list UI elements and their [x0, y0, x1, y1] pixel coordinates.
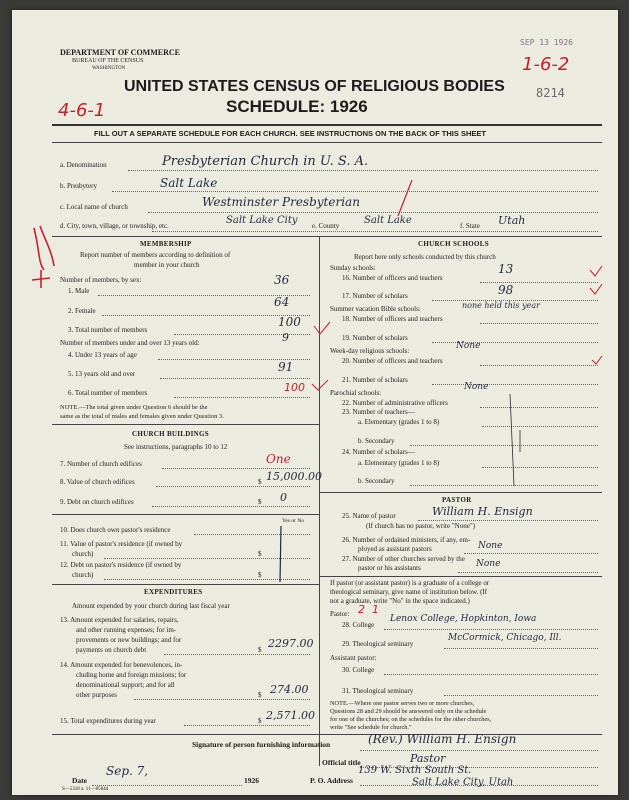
q19-label: 19. Number of scholars: [342, 334, 408, 342]
q25-label: 25. Name of pastor: [342, 512, 396, 520]
q27-label: 27. Number of other churches served by the: [342, 555, 465, 563]
red-margin-marks: [30, 222, 60, 292]
q14-label-2: cluding home and foreign missions; for: [76, 671, 187, 679]
q31-label: 31. Theological seminary: [342, 687, 414, 695]
pastor-info-3: not a graduate, write "No" in the space indicated.): [330, 597, 470, 605]
denomination-label: a. Denomination: [60, 161, 107, 169]
weekday-value: None: [456, 341, 481, 351]
signature-value: (Rev.) William H. Ensign: [368, 732, 517, 746]
buildings-heading: CHURCH BUILDINGS: [132, 430, 209, 438]
summer-label: Summer vacation Bible schools:: [330, 305, 421, 313]
q20-label: 20. Number of officers and teachers: [342, 357, 443, 365]
expenditures-heading: EXPENDITURES: [144, 588, 203, 596]
q5-value: 91: [278, 360, 294, 374]
q26-label-2: ployed as assistant pastors: [358, 545, 432, 553]
date-year: 1926: [244, 776, 259, 785]
official-title-label: Official title: [322, 758, 361, 767]
schools-subtitle: Report here only schools conducted by this church: [354, 253, 496, 261]
membership-subtitle-1: Report number of members according to definition of: [80, 251, 231, 259]
bureau-label: BUREAU OF THE CENSUS: [72, 58, 144, 64]
pastor-note-4: write "See schedule for church.": [330, 724, 412, 731]
membership-note-2: same as the total of males and females given under Question 3.: [60, 413, 224, 420]
q1-value: 36: [274, 273, 290, 287]
q17-label: 17. Number of scholars: [342, 292, 408, 300]
city-field-value: Salt Lake City: [226, 215, 298, 226]
stamp-number: 8214: [536, 86, 565, 100]
q3-label: 3. Total number of members: [68, 326, 148, 334]
q13-label-4: payments on church debt: [76, 646, 147, 654]
q4-value: 9: [282, 331, 289, 344]
age-label: Number of members under and over 13 years old:: [60, 339, 200, 347]
pencil-lines: [490, 390, 530, 490]
received-stamp: SEP 13 1926: [520, 38, 573, 47]
q26-value: None: [478, 541, 503, 551]
q14-label: 14. Amount expended for benevolences, in-: [60, 661, 183, 669]
membership-heading: MEMBERSHIP: [140, 240, 192, 248]
q28-value: Lenox College, Hopkinton, Iowa: [390, 614, 537, 624]
q29-label: 29. Theological seminary: [342, 640, 414, 648]
q1-label: 1. Male: [68, 287, 90, 295]
city-label: WASHINGTON: [92, 66, 126, 71]
q25-note: (If church has no pastor, write "None"): [366, 522, 476, 530]
q22-label: 22. Number of administrative officers: [342, 399, 448, 407]
q27-label-2: pastor or his assistants: [358, 564, 421, 572]
church-name-value: Westminster Presbyterian: [202, 195, 360, 209]
q24-label: 24. Number of scholars—: [342, 448, 415, 456]
q25-value: William H. Ensign: [432, 505, 533, 518]
county-label: e. County: [312, 222, 340, 230]
state-label: f. State: [460, 222, 480, 230]
census-schedule-sheet: DEPARTMENT OF COMMERCE BUREAU OF THE CENSUS WASHINGTON SEP 13 1926 1-6-2 8214 UNITED STATES CENSUS OF RELIGIOUS BODIES SCHEDULE: 1926 4-6-1 FILL OUT A SEPARATE SCHEDULE FOR EACH CHURCH. SEE INSTRUCTIONS ON THE BACK OF THIS SHEET a. Denomination Presbyterian Church in U. S. A. b. Presbytery Salt Lake c. Local name of church Westminster Presbyterian d. City, town, village, or township, etc. Salt Lake City e. County Salt Lake f. State Utah MEMBERSHIP Report number of members according to definition of member in your church Number of members, by sex: 1. Male 36 2. Female 64 3. Total number of members 100 Number of members under and over 13 years old: 9 4. Under 13 years of age 5. 13 years old and over 91 6. Total number of members 100 NOTE.—The total given under Question 6 should be the same as the total of males and females given under Question 3. CHURCH BUILDINGS See instructions, paragraphs 10 to 12 7. Number of church edifices One 8. Value of church edifices $ 15,000.00 9. Debt on church edifices $ 0 10. Does church own pastor's residence Yes or No 11. Value of pastor's residence (if owned by church) $ 12. Debt on pastor's residence (if owned by church) $ EXPENDITURES Amount expended by your church during last fiscal year 13. Amount expended for salaries, repairs, and other running expenses; for im- provements or new buildings; and for payments on church debt $ 2297.00 14. Amount expended for benevolences, in- cluding home and foreign missions; for denominational support; and for all other purposes $ 274.00 15. Total expenditures during year $ 2,571.00 CHURCH SCHOOLS Report here only schools conducted by this church Sunday schools: 16. Number of officers and teachers 13 17. Number of scholars 98 Summer vacation Bible schools: none held this year 18. Number of officers and teachers 19. Number of scholars Week-day religious schools: None 20. Number of officers and teachers 21. Number of scholars Parochial schools: None 22. Number of administrative officers 23. Number of teachers— a. Elementary (grades 1 to 8) b. Secondary 24. Number of scholars— a. Elementary (grades 1 to 8) b. Secondary PASTOR 25. Name of pastor William H. Ensign (If church has no pastor, write "None") 26. Number of ordained ministers, if any, em- ployed as assistant pastors None 27. Number of other churches served by the pastor or his assistants None If pastor (or assistant pastor) is a graduate of a college or theological seminary, give name of institution below. (If not a graduate, write "No" in the space indicated.) Pastor: 2 1 28. College Lenox College, Hopkinton, Iowa 29. Theological seminary McCormick, Chicago, Ill. Assistant pastor: 30. College 31. Theological seminary NOTE.—Where one pastor serves two or more churches, Questions 28 and 29 should be answered only on the schedule for one of the churches; on the schedules for the other churches, write "See schedule for church." Signature of person furnishing information (Rev.) William H. Ensign Official title Pastor Date Sep. 7, 1926 P. O. Address 139 W. Sixth South St. Salt Lake City, Utah S—5318 a. 11—8584d: [12, 10, 618, 795]
header-rule: [52, 124, 602, 126]
sunday-label: Sunday schools:: [330, 264, 376, 272]
q16-label: 16. Number of officers and teachers: [342, 274, 443, 282]
po-address-line-1: 139 W. Sixth South St.: [358, 765, 472, 776]
q13-label-2: and other running expenses; for im-: [76, 626, 177, 634]
q17-value: 98: [498, 283, 514, 297]
q9-value: 0: [280, 491, 287, 504]
state-value: Utah: [498, 214, 526, 227]
po-address-line-2: Salt Lake City, Utah: [412, 777, 514, 788]
q29-value: McCormick, Chicago, Ill.: [448, 633, 562, 643]
q18-label: 18. Number of officers and teachers: [342, 315, 443, 323]
q12-label: 12. Debt on pastor's residence (if owned by: [60, 561, 182, 569]
q11-label: 11. Value of pastor's residence (if owned by: [60, 540, 183, 548]
pastor-note-1: NOTE.—Where one pastor serves two or more churches,: [330, 700, 475, 707]
form-number: S—5318 a. 11—8584d: [62, 787, 109, 792]
weekday-label: Week-day religious schools:: [330, 347, 410, 355]
assistant-subhead: Assistant pastor:: [330, 654, 377, 662]
q2-value: 64: [274, 295, 290, 309]
presbytery-label: b. Presbytery: [60, 182, 97, 190]
pastor-heading: PASTOR: [442, 496, 472, 504]
red-right-ticks: [586, 260, 606, 460]
form-title: UNITED STATES CENSUS OF RELIGIOUS BODIES: [124, 78, 505, 95]
schools-heading: CHURCH SCHOOLS: [418, 240, 489, 248]
q24b-label: b. Secondary: [358, 477, 395, 485]
summer-note: none held this year: [462, 301, 540, 310]
expenditures-subtitle: Amount expended by your church during last fiscal year: [72, 602, 230, 610]
po-address-label: P. O. Address: [310, 776, 353, 785]
official-title-value: Pastor: [410, 752, 446, 765]
dept-label: DEPARTMENT OF COMMERCE: [60, 48, 181, 57]
q14-label-4: other purposes: [76, 691, 118, 699]
by-sex-label: Number of members, by sex:: [60, 276, 142, 284]
q21-label: 21. Number of scholars: [342, 376, 408, 384]
red-code-right: 1-6-2: [522, 54, 570, 75]
q13-label: 13. Amount expended for salaries, repairs,: [60, 616, 179, 624]
q10-label: 10. Does church own pastor's residence: [60, 526, 171, 534]
buildings-subtitle: See instructions, paragraphs 10 to 12: [124, 443, 228, 451]
parochial-label: Parochial schools:: [330, 389, 382, 397]
q23-label: 23. Number of teachers—: [342, 408, 415, 416]
q8-value: 15,000.00: [266, 470, 322, 483]
q9-label: 9. Debt on church edifices: [60, 498, 134, 506]
pastor-info-1: If pastor (or assistant pastor) is a graduate of a college or: [330, 579, 490, 587]
q5-label: 5. 13 years old and over: [68, 370, 136, 378]
signature-label: Signature of person furnishing information: [192, 740, 331, 749]
city-field-label: d. City, town, village, or township, etc.: [60, 222, 169, 230]
q23a-label: a. Elementary (grades 1 to 8): [358, 418, 440, 426]
q14-label-3: denominational support; and for all: [76, 681, 175, 689]
pastor-note-2: Questions 28 and 29 should be answered only on the schedule: [330, 708, 487, 715]
q16-value: 13: [498, 262, 514, 276]
pastor-note-3: for one of the churches; on the schedules for the other churches,: [330, 716, 492, 723]
q4-label: 4. Under 13 years of age: [68, 351, 137, 359]
q23b-label: b. Secondary: [358, 437, 395, 445]
yes-no-hint: Yes or No: [282, 518, 305, 524]
red-code-left: 4-6-1: [58, 100, 106, 121]
denomination-value: Presbyterian Church in U. S. A.: [162, 154, 369, 169]
q28-label: 28. College: [342, 621, 375, 629]
q2-label: 2. Female: [68, 307, 96, 315]
q15-value: 2,571.00: [266, 709, 315, 722]
q15-label: 15. Total expenditures during year: [60, 717, 156, 725]
pastor-info-2: theological seminary, give name of institution below. (If: [330, 588, 488, 596]
q6-label: 6. Total number of members: [68, 389, 148, 397]
q30-label: 30. College: [342, 666, 375, 674]
q26-label: 26. Number of ordained ministers, if any, em-: [342, 536, 471, 544]
q11-label-2: church): [72, 550, 94, 558]
pastor-subhead: Pastor:: [330, 610, 350, 618]
date-label: Date: [72, 776, 87, 785]
membership-note-1: NOTE.—The total given under Question 6 should be the: [60, 404, 208, 411]
presbytery-value: Salt Lake: [160, 176, 218, 190]
q6-value: 100: [284, 381, 305, 394]
instruction-line: FILL OUT A SEPARATE SCHEDULE FOR EACH CHURCH. SEE INSTRUCTIONS ON THE BACK OF THIS SHEET: [94, 129, 486, 138]
q14-value: 274.00: [270, 683, 309, 696]
q24a-label: a. Elementary (grades 1 to 8): [358, 459, 440, 467]
membership-subtitle-2: member in your church: [134, 261, 200, 269]
q7-value: One: [266, 452, 291, 466]
q3-value: 100: [278, 315, 301, 329]
q7-label: 7. Number of church edifices: [60, 460, 142, 468]
schedule-title: SCHEDULE: 1926: [226, 97, 368, 116]
red-tick: [396, 178, 416, 218]
church-name-label: c. Local name of church: [60, 203, 128, 211]
q12-label-2: church): [72, 571, 94, 579]
parochial-value: None: [464, 382, 489, 392]
county-value: Salt Lake: [364, 215, 412, 226]
q13-label-3: provements or new buildings; and for: [76, 636, 182, 644]
q8-label: 8. Value of church edifices: [60, 478, 135, 486]
date-value: Sep. 7,: [106, 764, 149, 778]
q27-value: None: [476, 559, 501, 569]
q13-value: 2297.00: [268, 637, 314, 650]
instruction-rule: [52, 142, 602, 143]
